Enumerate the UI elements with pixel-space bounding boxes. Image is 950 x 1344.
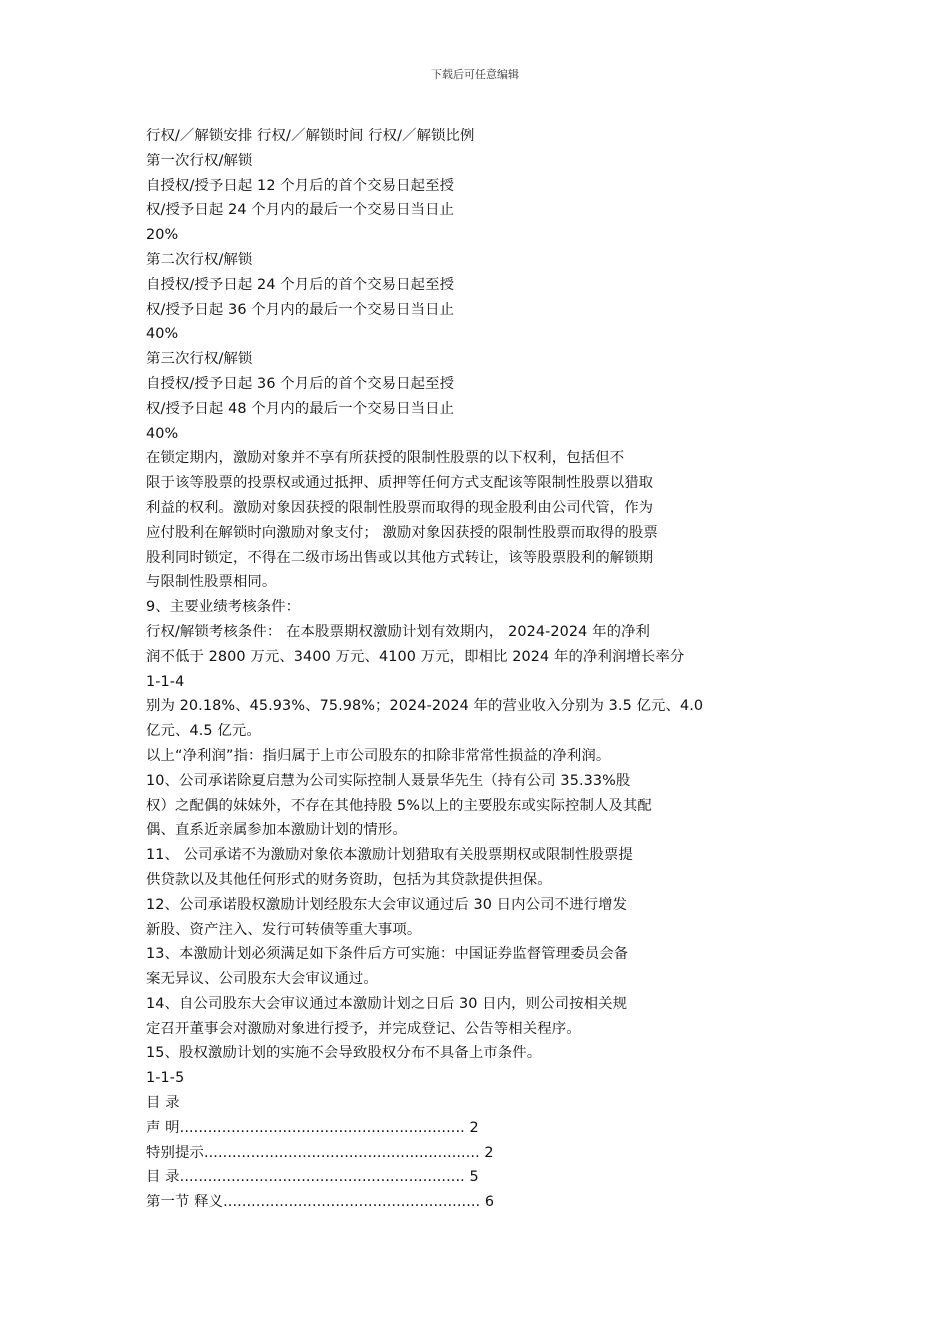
text-line: 新股、资产注入、发行可转债等重大事项。 xyxy=(146,921,422,938)
text-line: 40% xyxy=(146,326,179,343)
text-line: 第一次行权/解锁 xyxy=(146,152,253,169)
text-line: 偶、直系近亲属参加本激励计划的情形。 xyxy=(146,822,407,839)
text-line: 利益的权利。激励对象因获授的限制性股票而取得的现金股利由公司代管，作为 xyxy=(146,499,654,516)
text-line: 股利同时锁定，不得在二级市场出售或以其他方式转让，该等股票股利的解锁期 xyxy=(146,549,654,566)
text-line: 与限制性股票相同。 xyxy=(146,574,277,591)
text-line: 第三次行权/解锁 xyxy=(146,351,253,368)
text-line: 20% xyxy=(146,227,179,244)
text-line: 9、主要业绩考核条件： xyxy=(146,599,301,616)
toc-entry: 目 录............................................................. 5 xyxy=(146,1169,479,1186)
text-line: 15、股权激励计划的实施不会导致股权分布不具备上市条件。 xyxy=(146,1045,542,1062)
document-body xyxy=(146,124,746,1215)
text-line: 第二次行权/解锁 xyxy=(146,251,253,268)
text-line: 14、自公司股东大会审议通过本激励计划之日后 30 日内，则公司按相关规 xyxy=(146,995,628,1012)
text-line: 40% xyxy=(146,425,179,442)
text-line: 案无异议、公司股东大会审议通过。 xyxy=(146,971,378,988)
text-line: 12、公司承诺股权激励计划经股东大会审议通过后 30 日内公司不进行增发 xyxy=(146,896,628,913)
text-line: 自授权/授予日起 24 个月后的首个交易日起至授 xyxy=(146,276,455,293)
text-line: 自授权/授予日起 12 个月后的首个交易日起至授 xyxy=(146,177,455,194)
text-line: 权）之配偶的妹妹外，不存在其他持股 5%以上的主要股东或实际控制人及其配 xyxy=(146,797,652,814)
text-line: 13、本激励计划必须满足如下条件后方可实施：中国证券监督管理委员会备 xyxy=(146,946,629,963)
text-line: 权/授予日起 48 个月内的最后一个交易日当日止 xyxy=(146,400,455,417)
toc-entry: 声 明............................................................. 2 xyxy=(146,1119,479,1136)
text-line: 行权/解锁考核条件： 在本股票期权激励计划有效期内， 2024-2024 年的净利 xyxy=(146,623,651,640)
text-line: 10、公司承诺除夏启慧为公司实际控制人聂景华先生（持有公司 35.33%股 xyxy=(146,772,631,789)
text-line: 定召开董事会对激励对象进行授予，并完成登记、公告等相关程序。 xyxy=(146,1020,581,1037)
toc-entry: 第一节 释义....................................................... 6 xyxy=(146,1194,495,1211)
toc-heading: 目 录 xyxy=(146,1095,180,1112)
text-line: 在锁定期内，激励对象并不享有所获授的限制性股票的以下权利，包括但不 xyxy=(146,450,625,467)
text-line: 自授权/授予日起 36 个月后的首个交易日起至授 xyxy=(146,375,455,392)
text-line: 润不低于 2800 万元、3400 万元、4100 万元，即相比 2024 年的净利润增长率分 xyxy=(146,648,685,665)
toc-entry: 特别提示........................................................... 2 xyxy=(146,1144,494,1161)
text-line: 以上“净利润”指：指归属于上市公司股东的扣除非常常性损益的净利润。 xyxy=(146,747,611,764)
text-line: 亿元、4.5 亿元。 xyxy=(146,723,261,740)
text-line: 别为 20.18%、45.93%、75.98%；2024-2024 年的营业收入分别为 3.5 亿元、4.0 xyxy=(146,698,704,715)
table-header-line: 行权/／解锁安排 行权/／解锁时间 行权/／解锁比例 xyxy=(146,128,475,144)
text-line: 应付股利在解锁时向激励对象支付； 激励对象因获授的限制性股票而取得的股票 xyxy=(146,524,658,541)
text-line: 11、 公司承诺不为激励对象依本激励计划猎取有关股票期权或限制性股票提 xyxy=(146,847,633,864)
text-line: 供贷款以及其他任何形式的财务资助，包括为其贷款提供担保。 xyxy=(146,871,552,888)
text-line: 限于该等股票的投票权或通过抵押、质押等任何方式支配该等限制性股票以猎取 xyxy=(146,475,654,492)
text-line: 权/授予日起 24 个月内的最后一个交易日当日止 xyxy=(146,202,455,219)
page-header: 下载后可任意编辑 xyxy=(431,68,519,81)
page-number: 1-1-5 xyxy=(146,1070,185,1087)
text-line: 权/授予日起 36 个月内的最后一个交易日当日止 xyxy=(146,301,455,318)
page-number: 1-1-4 xyxy=(146,673,185,690)
